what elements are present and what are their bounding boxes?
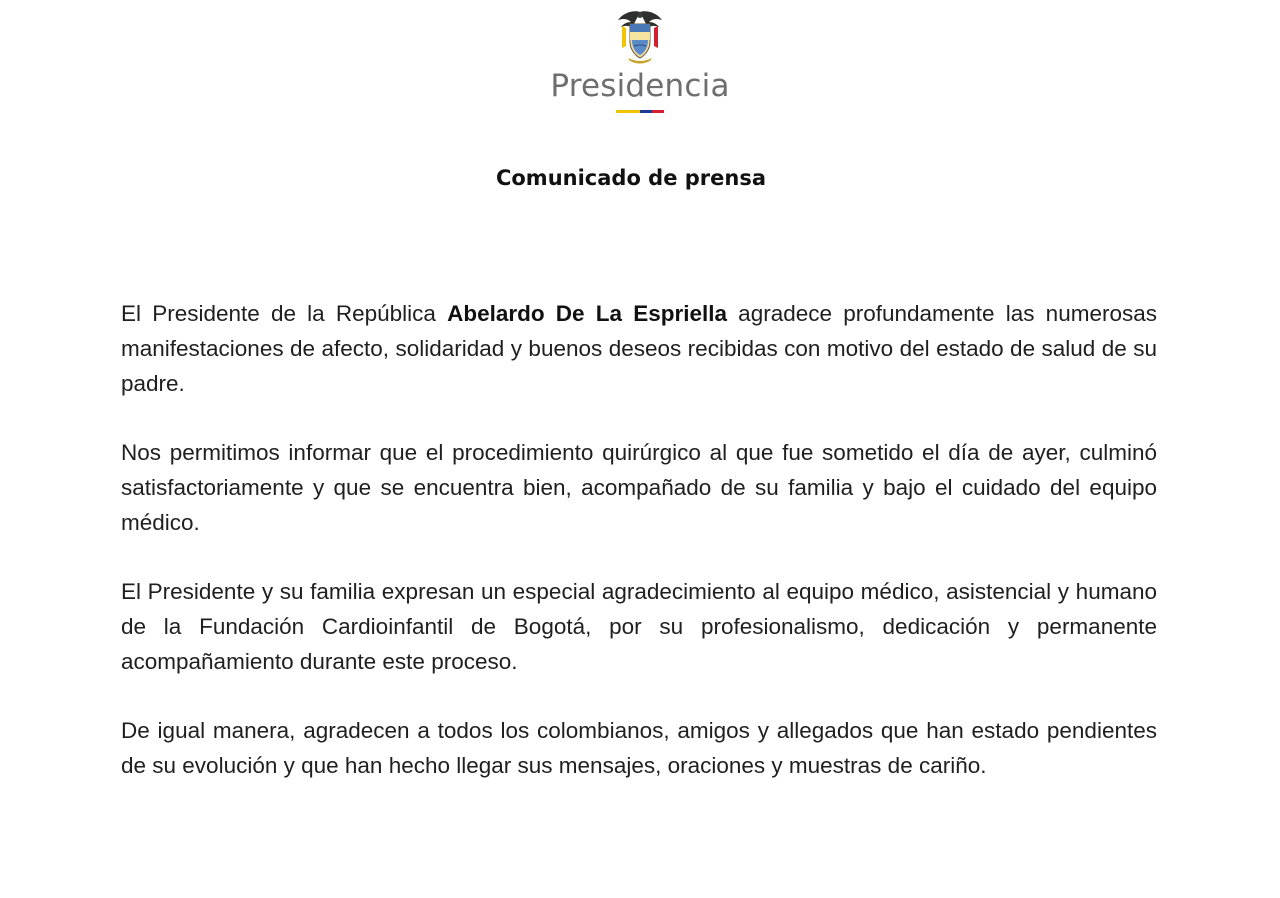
paragraph-4: De igual manera, agradecen a todos los colombianos, amigos y allegados que han estado pendientes de su evolución y que han hecho llegar sus mensajes, oraciones y muestras de cariño.	[121, 718, 1157, 778]
paragraph-2: Nos permitimos informar que el procedimiento quirúrgico al que fue sometido el día de ayer, culminó satisfactoriamente y que se encuentra bien, acompañado de su familia y bajo el cuidado del equipo médico.	[121, 440, 1157, 535]
colombia-coat-of-arms-icon	[614, 8, 666, 64]
paragraph-1-rest: agradece profundamente las numerosas manifestaciones de afecto, solidaridad y buenos deseos recibidas con motivo del estado de salud de su padre.	[121, 301, 1157, 396]
flag-color-bar	[616, 110, 664, 113]
press-release-body	[121, 296, 1157, 817]
flag-blue-stripe	[640, 110, 652, 113]
paragraph-1	[121, 296, 1157, 401]
document-title: Comunicado de prensa	[495, 166, 767, 190]
paragraph-1-intro: El Presidente de la República	[121, 301, 448, 326]
flag-yellow-stripe	[616, 110, 640, 113]
president-name: Abelardo De La Espriella	[447, 301, 727, 326]
brand-name: Presidencia	[550, 68, 730, 104]
letterhead	[0, 8, 1280, 113]
flag-red-stripe	[652, 110, 664, 113]
paragraph-3: El Presidente y su familia expresan un especial agradecimiento al equipo médico, asistencial y humano de la Fundación Cardioinfantil de Bogotá, por su profesionalismo, dedicación y permanente acompañamiento durante este proceso.	[121, 579, 1157, 674]
